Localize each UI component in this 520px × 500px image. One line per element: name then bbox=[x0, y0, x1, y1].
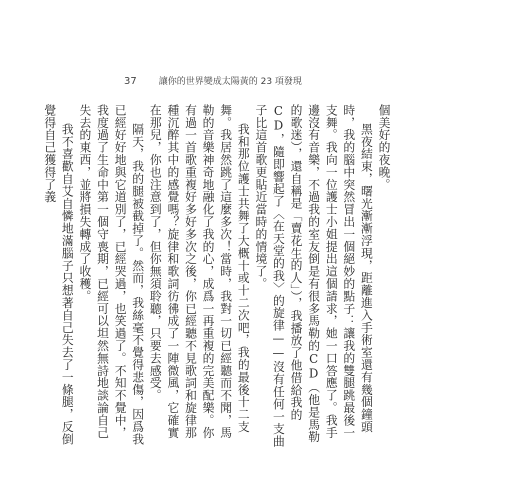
running-head bbox=[124, 74, 302, 87]
running-title: 讓你的世界變成太陽黃的 23 項發現 bbox=[158, 77, 302, 87]
page-number: 37 bbox=[124, 76, 137, 87]
body-text bbox=[42, 104, 392, 450]
paragraph-5: 我不喜歡自艾自憐地滿腦子只想著自己失去了一條腿，反倒覺得自己獲得了義 bbox=[42, 104, 75, 446]
paragraph-3: 我和那位護士共舞了大概十或十二次吧，我的最後十二支舞。我居然跳了這麼多次！當時，我對一切已經聽而不聞，馬勒的音樂神奇地融化了我的心，成爲一再重複的完美配樂。你有過一首歌重複好多好多次之後，你已經聽不見歌詞和旋律那種沉醉其中的感覺嗎？旋律和歌詞彷彿成了一陣微風，它確實在那兒，你也注意到了，但你無須聆聽，只要去感受。 bbox=[148, 104, 251, 439]
paragraph-1: 個美好的夜晚。 bbox=[377, 104, 391, 191]
paragraph-4: 隔天，我的腿被截掉了。然而，我絲毫不覺得悲傷，因爲我已經好好地與它道別了，已經哭過，也笑過了。不知不覺中，我度過了生命中第一個守喪期，已經可以坦然無詩地談論自己失去的東西，並將損失轉成了收穫。 bbox=[77, 104, 145, 446]
paragraph-2: 黑夜結束，曙光漸漸浮現，距離進入手術室還有幾個鐘頭時，我的腦中突然冒出一個絕妙的點子：讓我的雙腿跳最後一支舞。我向一位護士小姐提出這個請求，她一口答應了。我手邊沒有音樂，不過我的室友倒是有很多馬勒的CD（他是馬勒的歌迷），還自稱是「賣花生的人」），我播放了他借給我的CD，隨即響起了〈在天堂的我〉的旋律——沒有任何一支曲子比這首歌更貼近當時的情境了。 bbox=[253, 104, 374, 448]
